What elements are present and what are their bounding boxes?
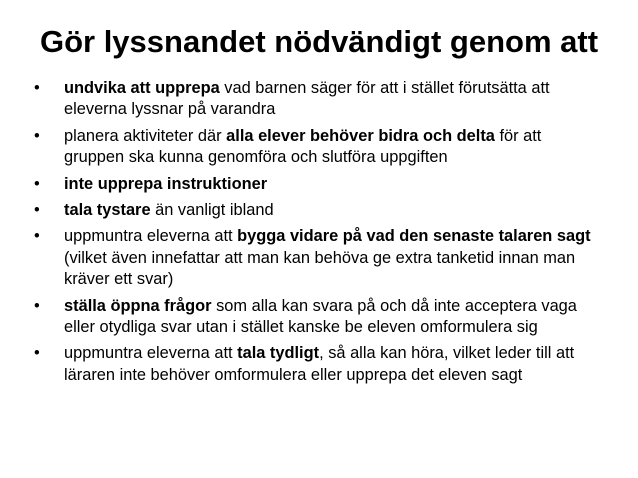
bullet-text-bold: tala tystare [64,201,151,220]
bullet-text: (vilket även innefattar att man kan behöva ge extra tanketid innan man kräver ett svar) [64,248,576,289]
bullet-marker: • [34,174,40,193]
bullet-text-bold: ställa öppna frågor [64,296,212,315]
bullet-marker: • [34,79,40,97]
bullet-text-bold: tala tydligt [237,344,320,363]
bullet-text-bold: alla elever behöver bidra och delta [226,126,495,145]
bullet-marker: • [34,227,40,246]
bullet-item [34,200,606,221]
bullet-text-bold: inte upprepa instruktioner [64,174,268,193]
bullet-item [34,174,606,195]
bullet-text: , så alla kan höra, vilket leder till att läraren inte behöver omformulera eller upprepa det eleven sagt [64,344,575,384]
bullet-marker: • [34,126,40,145]
bullet-text: uppmuntra eleverna att [64,227,238,246]
bullet-marker: • [34,344,40,363]
bullet-item [34,296,606,339]
slide-title: Gör lyssnandet nödvändigt genom att [39,24,599,59]
bullet-item [34,343,606,386]
bullet-text-bold: undvika att upprepa [64,79,220,97]
bullet-list [34,78,606,391]
bullet-item [34,126,606,169]
bullet-text: uppmuntra eleverna att [64,344,238,363]
bullet-text-bold: bygga vidare på vad den senaste talaren sagt [237,227,591,246]
bullet-item [34,226,606,290]
bullet-text: än vanligt ibland [150,201,274,220]
bullet-text: som alla kan svara på och då inte acceptera vaga eller otydliga svar utan i stället kanske be eleven omformulera sig [64,296,577,337]
bullet-text: vad barnen säger för att i stället förutsätta att eleverna lyssnar på varandra [64,79,550,119]
bullet-item [34,78,606,121]
bullet-marker: • [34,201,40,220]
bullet-marker: • [34,296,40,315]
bullet-text: för att gruppen ska kunna genomföra och slutföra uppgiften [64,126,542,167]
bullet-text: planera aktiviteter där [64,126,227,145]
